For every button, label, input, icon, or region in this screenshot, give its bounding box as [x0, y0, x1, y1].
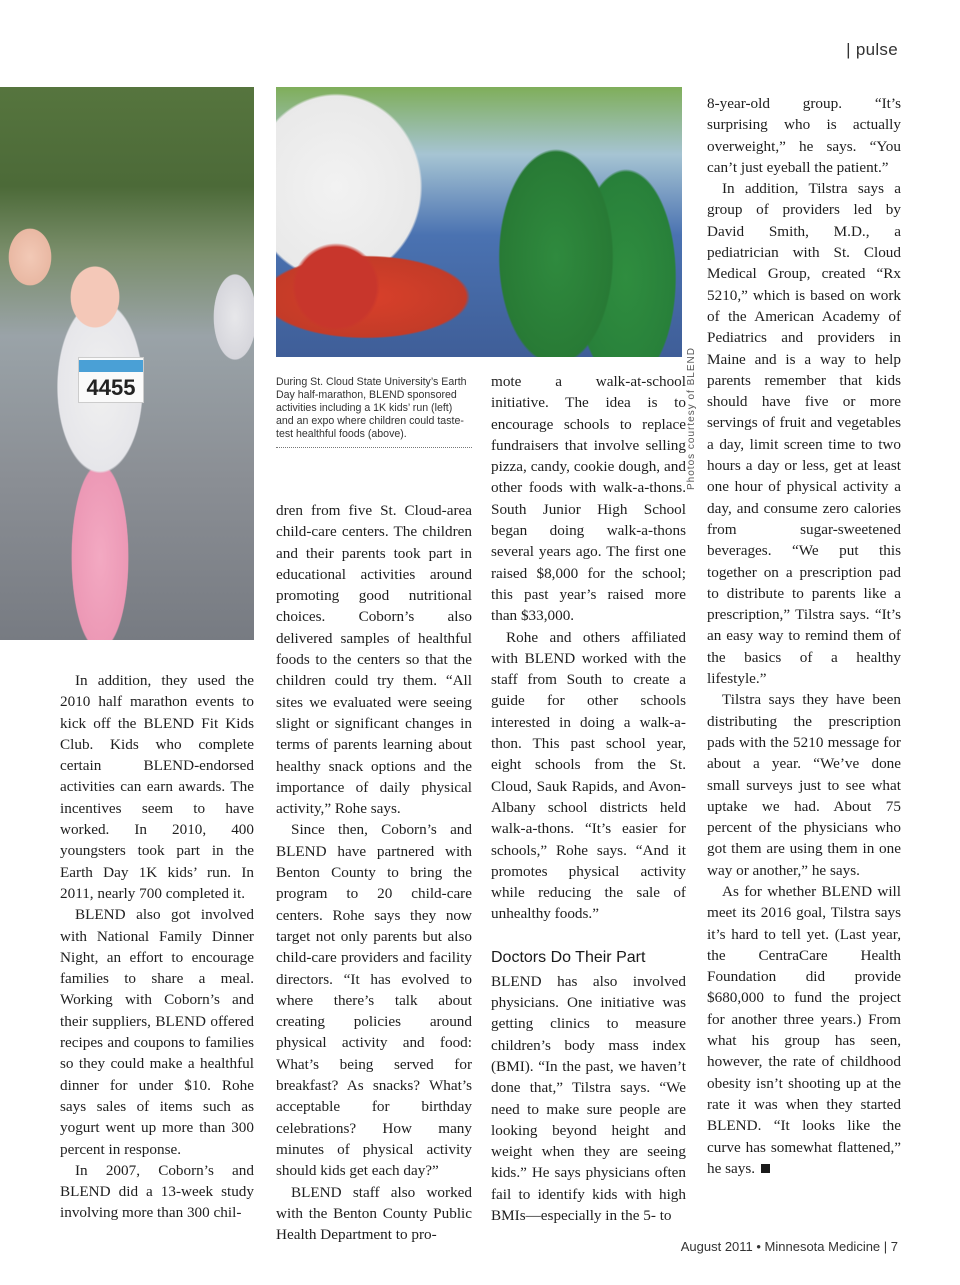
- paragraph: BLEND also got involved with National Family Dinner Night, an effort to encourage families to share a meal. Working with Coborn’s and their suppliers, BLEND offered recipes and coupons to families so they could make a healthful dinner for under $10. Rohe says sales of items such as yogurt went up more than 300 percent in response.: [60, 906, 254, 1158]
- paragraph: BLEND has also involved physicians. One initiative was getting clinics to measure children’s body mass index (BMI). “In the past, we haven’t done that,” Tilstra says. “We need to make sure people are looking beyond height and weight when they are seeing kids.” He says physicians often fail to identify kids with high BMIs—especially in the 5- to: [491, 972, 686, 1224]
- article-column-4: [707, 93, 901, 1179]
- paragraph: mote a walk-at-school initiative. The idea is to encourage schools to replace fundraisers that involve selling pizza, candy, cookie dough, and other foods with walk-a-thons. South Junior High School began doing walk-a-thons several years ago. The first one raised $8,000 for the school; this past year’s raised more than $33,000.: [491, 373, 686, 625]
- paragraph: Since then, Coborn’s and BLEND have partnered with Benton County to bring the program to 20 child-care centers. Rohe says they now target not only parents but also child-care providers and facility directors. “It has evolved to where there’s talk about creating policies around physical activity and food: What’s being served for breakfast? As snacks? What’s acceptable for birthday celebrations? How many minutes of physical activity should kids get each day?”: [276, 821, 472, 1180]
- paragraph: In addition, they used the 2010 half marathon events to kick off the BLEND Fit Kids Club. Kids who complete certain BLEND-endorsed activities can earn awards. The incentives seem to have worked. In 2010, 400 youngsters took part in the Earth Day 1K kids’ run. In 2011, nearly 700 completed it.: [60, 672, 254, 902]
- photo-credit-text: Photos courtesy of BLEND: [686, 347, 697, 490]
- article-column-2: [276, 500, 472, 1245]
- photo-credit: [686, 347, 700, 490]
- end-of-article-mark: [761, 1164, 770, 1173]
- race-bib-number: 4455: [86, 375, 136, 400]
- paragraph: Tilstra says they have been distributing the prescription pads with the 5210 message for about a year. “We’ve done small surveys just to see what uptake we had. About 75 percent of the physicians who got them are using them in one way or another,” he says.: [707, 691, 901, 879]
- paragraph: In addition, Tilstra says a group of providers led by David Smith, M.D., a pediatrician with St. Cloud Medical Group, created “Rx 5210,” which is based on work of the American Academy of Pediatrics and providers in Maine and is a way to help parents remember that kids should have five or more servings of fruit and vegetables a day, limit screen time to two hours a day or less, get at least one hour of physical activity a day, and consume zero calories from sugar-sweetened beverages. “We put this together on a prescription pad to distribute to parents like a prescription,” Tilstra says. “It’s an easy way to remind them of the basics of a healthy lifestyle.”: [707, 180, 901, 688]
- race-bib-header: [79, 360, 143, 372]
- section-tag: | pulse: [846, 40, 898, 59]
- paragraph: dren from five St. Cloud-area child-care centers. The children and their parents took part in educational activities around promoting good nutritional choices. Coborn’s also delivered samples of healthful foods to the centers so that the children could try them. “All sites we evaluated were seeing slight or significant changes in terms of parents learning about healthy snack options and the importance of daily physical activity,” Rohe says.: [276, 502, 472, 818]
- article-column-1: [60, 670, 254, 1224]
- race-bib: [78, 357, 144, 403]
- section-subhead: Doctors Do Their Part: [491, 948, 646, 966]
- food-expo-photo: [276, 87, 682, 357]
- article-column-3: [491, 371, 686, 1226]
- paragraph: 8-year-old group. “It’s surprising who is actually overweight,” he says. “You can’t just eyeball the patient.”: [707, 95, 901, 176]
- page-footer: August 2011 • Minnesota Medicine | 7: [680, 1239, 898, 1254]
- paragraph: Rohe and others affiliated with BLEND worked with the staff from South to create a guide for other schools interested in doing a walk-a-thon. This past school year, eight schools from the St. Cloud, Sauk Rapids, and Avon-Albany school districts held walk-a-thons. “It’s easier for schools,” Rohe says. “And it promotes physical activity while reducing the sale of unhealthy foods.”: [491, 628, 686, 923]
- photo-caption: During St. Cloud State University’s Earth Day half-marathon, BLEND sponsored activities including a 1K kids’ run (left) and an expo where children could taste-test healthful foods (above).: [276, 376, 472, 448]
- paragraph: BLEND staff also worked with the Benton County Public Health Department to pro-: [276, 1183, 472, 1244]
- paragraph-final: [707, 881, 901, 1179]
- paragraph: In 2007, Coborn’s and BLEND did a 13-week study involving more than 300 chil-: [60, 1161, 254, 1222]
- kids-run-photo: [0, 87, 254, 640]
- paragraph-final-text: As for whether BLEND will meet its 2016 goal, Tilstra says it’s hard to tell yet. (Last year, the CentraCare Health Foundation did provide $680,000 to fund the project for another three years.) From what his group has seen, however, the rate of childhood obesity isn’t shooting up at the rate it was when they started BLEND. “It looks like the curve has somewhat flattened,” he says.: [707, 882, 901, 1177]
